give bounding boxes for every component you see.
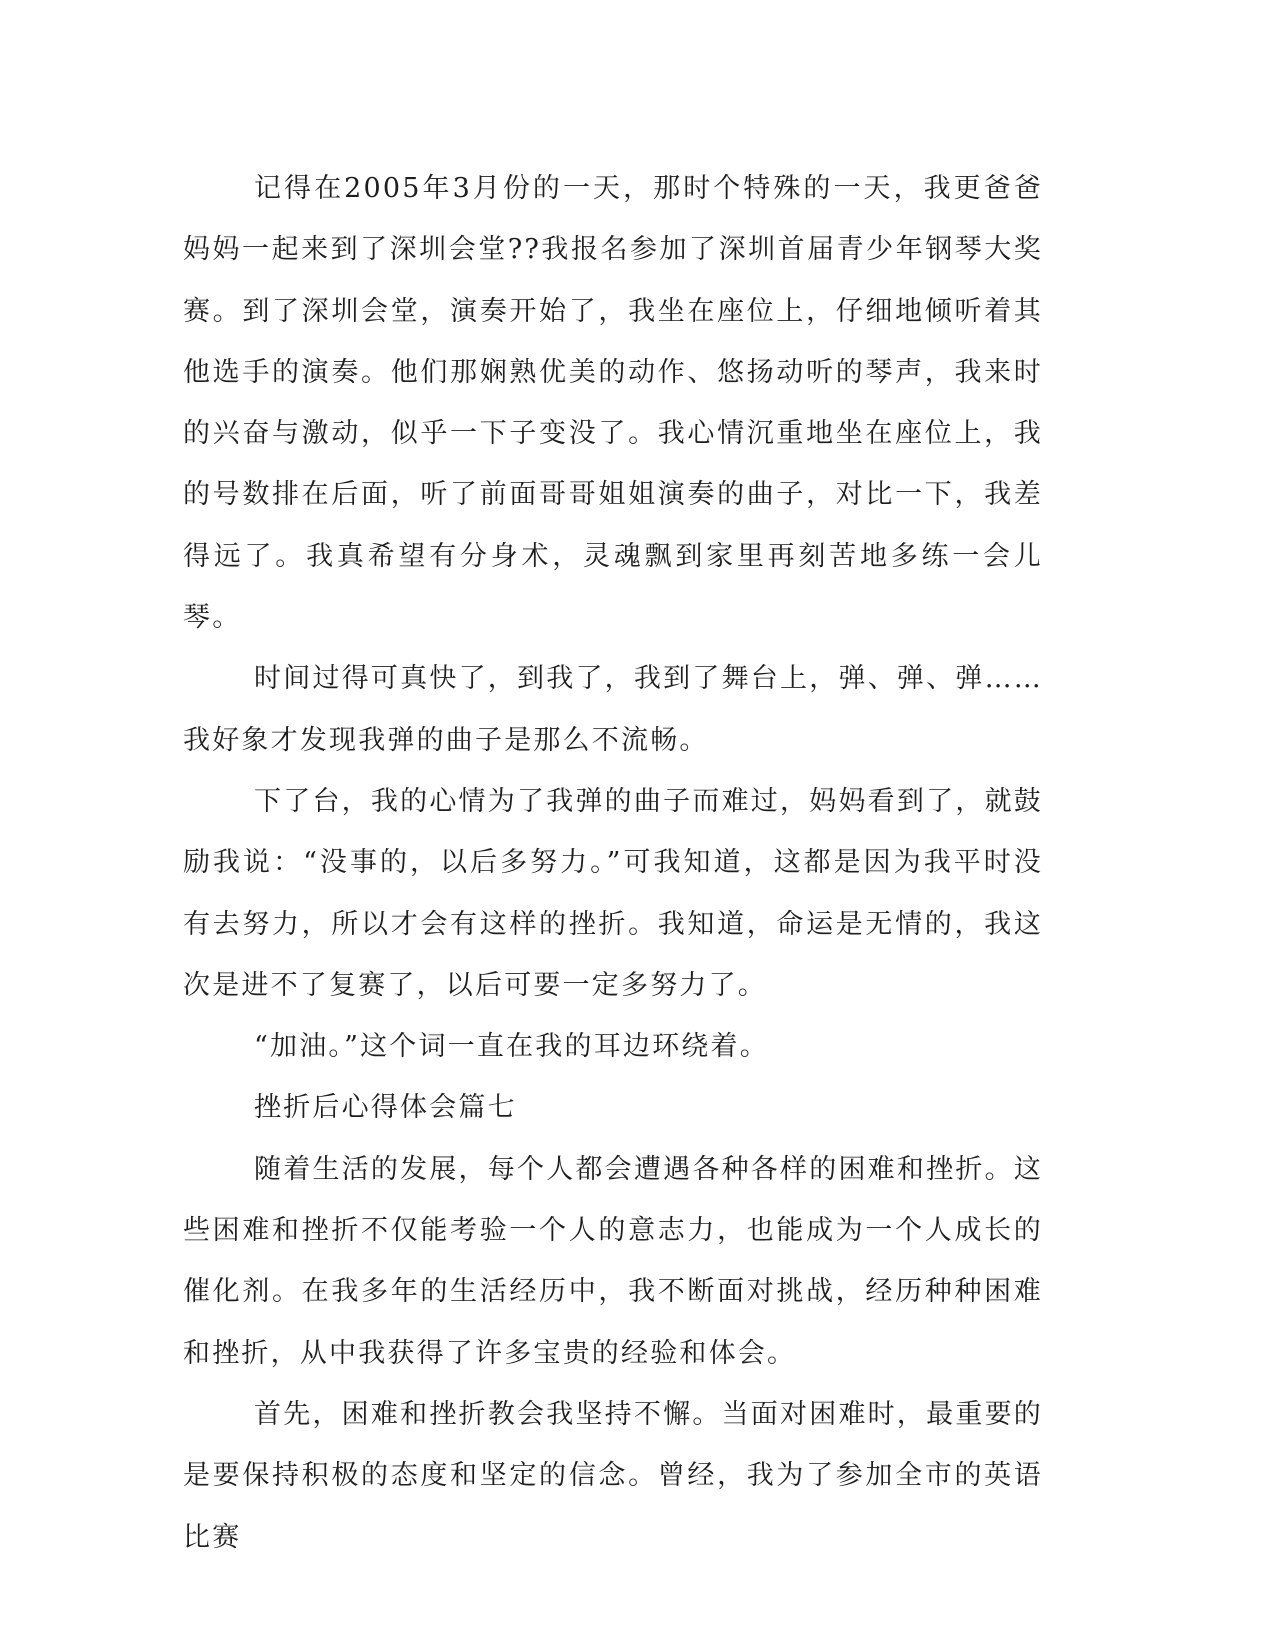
paragraph-6: 首先，困难和挫折教会我坚持不懈。当面对困难时，最重要的是要保持积极的态度和坚定的信念。曾经，我为了参加全市的英语比赛 bbox=[183, 1398, 1043, 1553]
paragraph-4: “加油。”这个词一直在我的耳边环绕着。 bbox=[254, 1031, 769, 1063]
paragraph-5: 随着生活的发展，每个人都会遭遇各种各样的困难和挫折。这些困难和挫折不仅能考验一个人的意志力，也能成为一个人成长的催化剂。在我多年的生活经历中，我不断面对挑战，经历种种困难和挫折，从中我获得了许多宝贵的经验和体会。 bbox=[183, 1153, 1043, 1369]
document-body bbox=[183, 158, 1043, 1568]
paragraph-2: 时间过得可真快了，到我了，我到了舞台上，弹、弹、弹……我好象才发现我弹的曲子是那么不流畅。 bbox=[183, 663, 1043, 756]
section-heading: 挫折后心得体会篇七 bbox=[254, 1092, 517, 1124]
paragraph-1: 记得在2005年3月份的一天，那时个特殊的一天，我更爸爸妈妈一起来到了深圳会堂??我报名参加了深圳首届青少年钢琴大奖赛。到了深圳会堂，演奏开始了，我坐在座位上，仔细地倾听着其他选手的演奏。他们那娴熟优美的动作、悠扬动听的琴声，我来时的兴奋与激动，似乎一下子变没了。我心情沉重地坐在座位上，我的号数排在后面，听了前面哥哥姐姐演奏的曲子，对比一下，我差得远了。我真希望有分身术，灵魂飘到家里再刻苦地多练一会儿琴。 bbox=[183, 173, 1043, 634]
paragraph-3: 下了台，我的心情为了我弹的曲子而难过，妈妈看到了，就鼓励我说：“没事的，以后多努力。”可我知道，这都是因为我平时没有去努力，所以才会有这样的挫折。我知道，命运是无情的，我这次是进不了复赛了，以后可要一定多努力了。 bbox=[183, 785, 1043, 1001]
